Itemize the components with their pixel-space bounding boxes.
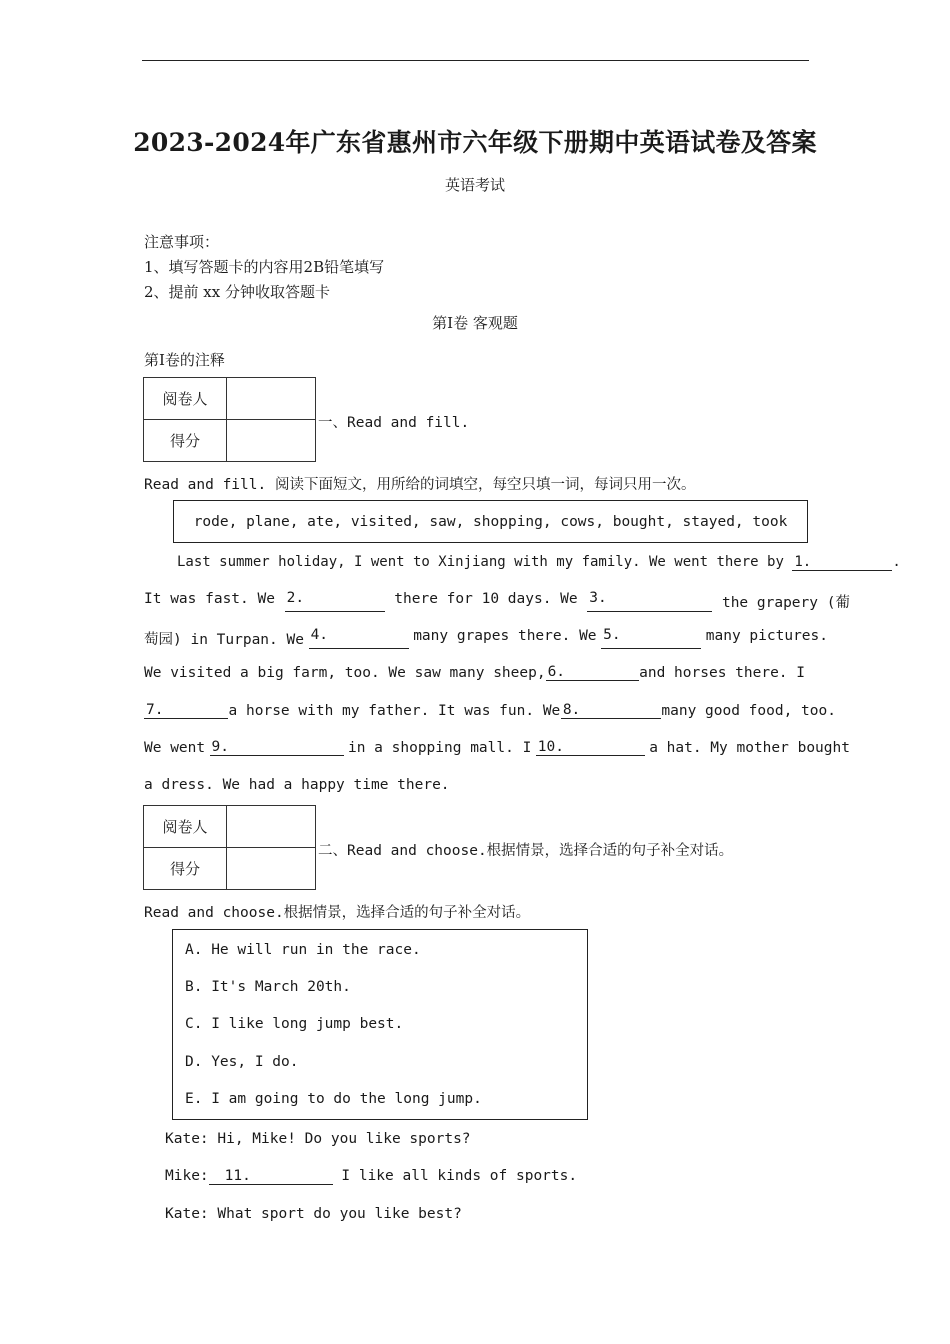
notes-item: 2、提前 xx 分钟收取答题卡 [144,283,330,301]
passage-line [144,591,850,612]
blank-11[interactable] [209,1169,333,1185]
reviewer-label: 阅卷人 [144,378,227,420]
score-cell[interactable] [227,848,316,890]
passage-text: a hat. My mother bought [649,740,850,756]
dialogue-line [165,1168,577,1185]
passage-text: We visited a big farm, too. We saw many sheep, [144,665,546,681]
passage-line: a dress. We had a happy time there. [144,777,450,793]
blank-number: 5. [603,627,621,643]
passage-text: many pictures. [705,628,828,644]
blank-number: 3. [589,590,607,606]
blank-2[interactable] [285,591,385,612]
reviewer-cell[interactable] [227,378,316,420]
notes-item: 1、填写答题卡的内容用2B铅笔填写 [144,258,385,276]
score-table [143,377,316,462]
section-title: 一、Read and fill. [318,415,470,431]
passage-line [144,554,901,571]
passage-text: there for 10 days. We [394,591,578,607]
page-subtitle: 英语考试 [444,176,505,194]
blank-number: 6. [547,664,566,680]
passage-text: a horse with my father. It was fun. We [228,703,561,719]
passage-line [144,665,805,681]
blank-number: 4. [310,627,329,643]
blank-7[interactable] [144,703,228,719]
option-e: E. I am going to do the long jump. [185,1091,482,1107]
score-label: 得分 [144,420,227,462]
passage-text: Last summer holiday, I went to Xinjiang with my family. We went there by [177,554,784,570]
reviewer-cell[interactable] [227,806,316,848]
part-heading: 第I卷 客观题 [432,314,518,332]
passage-text: We went [144,740,206,756]
blank-3[interactable] [587,591,712,612]
notes-heading: 注意事项： [144,233,220,251]
blank-9[interactable] [210,740,344,756]
dialogue-line: Kate: Hi, Mike! Do you like sports? [165,1131,471,1147]
blank-number: 7. [146,702,164,718]
blank-1[interactable] [792,555,892,571]
header-rule [142,60,809,61]
blank-8[interactable] [561,703,661,719]
dialogue-text: I like all kinds of sports. [341,1168,578,1184]
section-instruction: Read and choose.根据情景，选择合适的句子补全对话。 [144,905,531,921]
passage-text: many good food, too. [661,703,836,719]
blank-6[interactable] [546,665,640,681]
options-box [172,929,588,1120]
option-b: B. It's March 20th. [185,979,351,995]
option-a: A. He will run in the race. [185,942,421,958]
blank-number: 11. [224,1168,251,1184]
option-c: C. I like long jump best. [185,1016,404,1032]
passage-line [144,740,850,756]
blank-4[interactable] [309,628,409,649]
passage-line [144,628,828,649]
passage-text: It was fast. We [144,591,275,607]
score-table [143,805,316,890]
option-d: D. Yes, I do. [185,1054,299,1070]
passage-text: in a shopping mall. I [347,740,532,756]
blank-10[interactable] [536,740,645,756]
reviewer-label: 阅卷人 [144,806,227,848]
section-instruction: Read and fill. 阅读下面短文，用所给的词填空，每空只填一词，每词只用一次。 [144,477,696,493]
passage-text: 萄园) in Turpan. We [144,632,304,648]
section-title: 二、Read and choose.根据情景，选择合适的句子补全对话。 [318,843,734,859]
blank-number: 10. [537,739,564,755]
word-bank-text: rode, plane, ate, visited, saw, shopping, cows, bought, stayed, took [193,513,788,530]
page-title: 2023-2024年广东省惠州市六年级下册期中英语试卷及答案 [133,128,817,157]
part-note: 第I卷的注释 [144,351,225,369]
speaker-label: Mike: [165,1168,209,1184]
passage-text: and horses there. I [639,665,805,681]
score-cell[interactable] [227,420,316,462]
score-label: 得分 [144,848,227,890]
blank-number: 2. [286,590,305,606]
word-bank [173,500,808,543]
blank-number: 8. [562,702,581,718]
dialogue-line: Kate: What sport do you like best? [165,1206,462,1222]
passage-line [144,703,836,719]
blank-5[interactable] [601,628,701,649]
blank-number: 1. [794,554,812,570]
passage-text: many grapes there. We [413,628,597,644]
passage-text: the grapery (葡 [721,595,850,611]
blank-number: 9. [211,739,230,755]
passage-text: . [892,554,901,570]
